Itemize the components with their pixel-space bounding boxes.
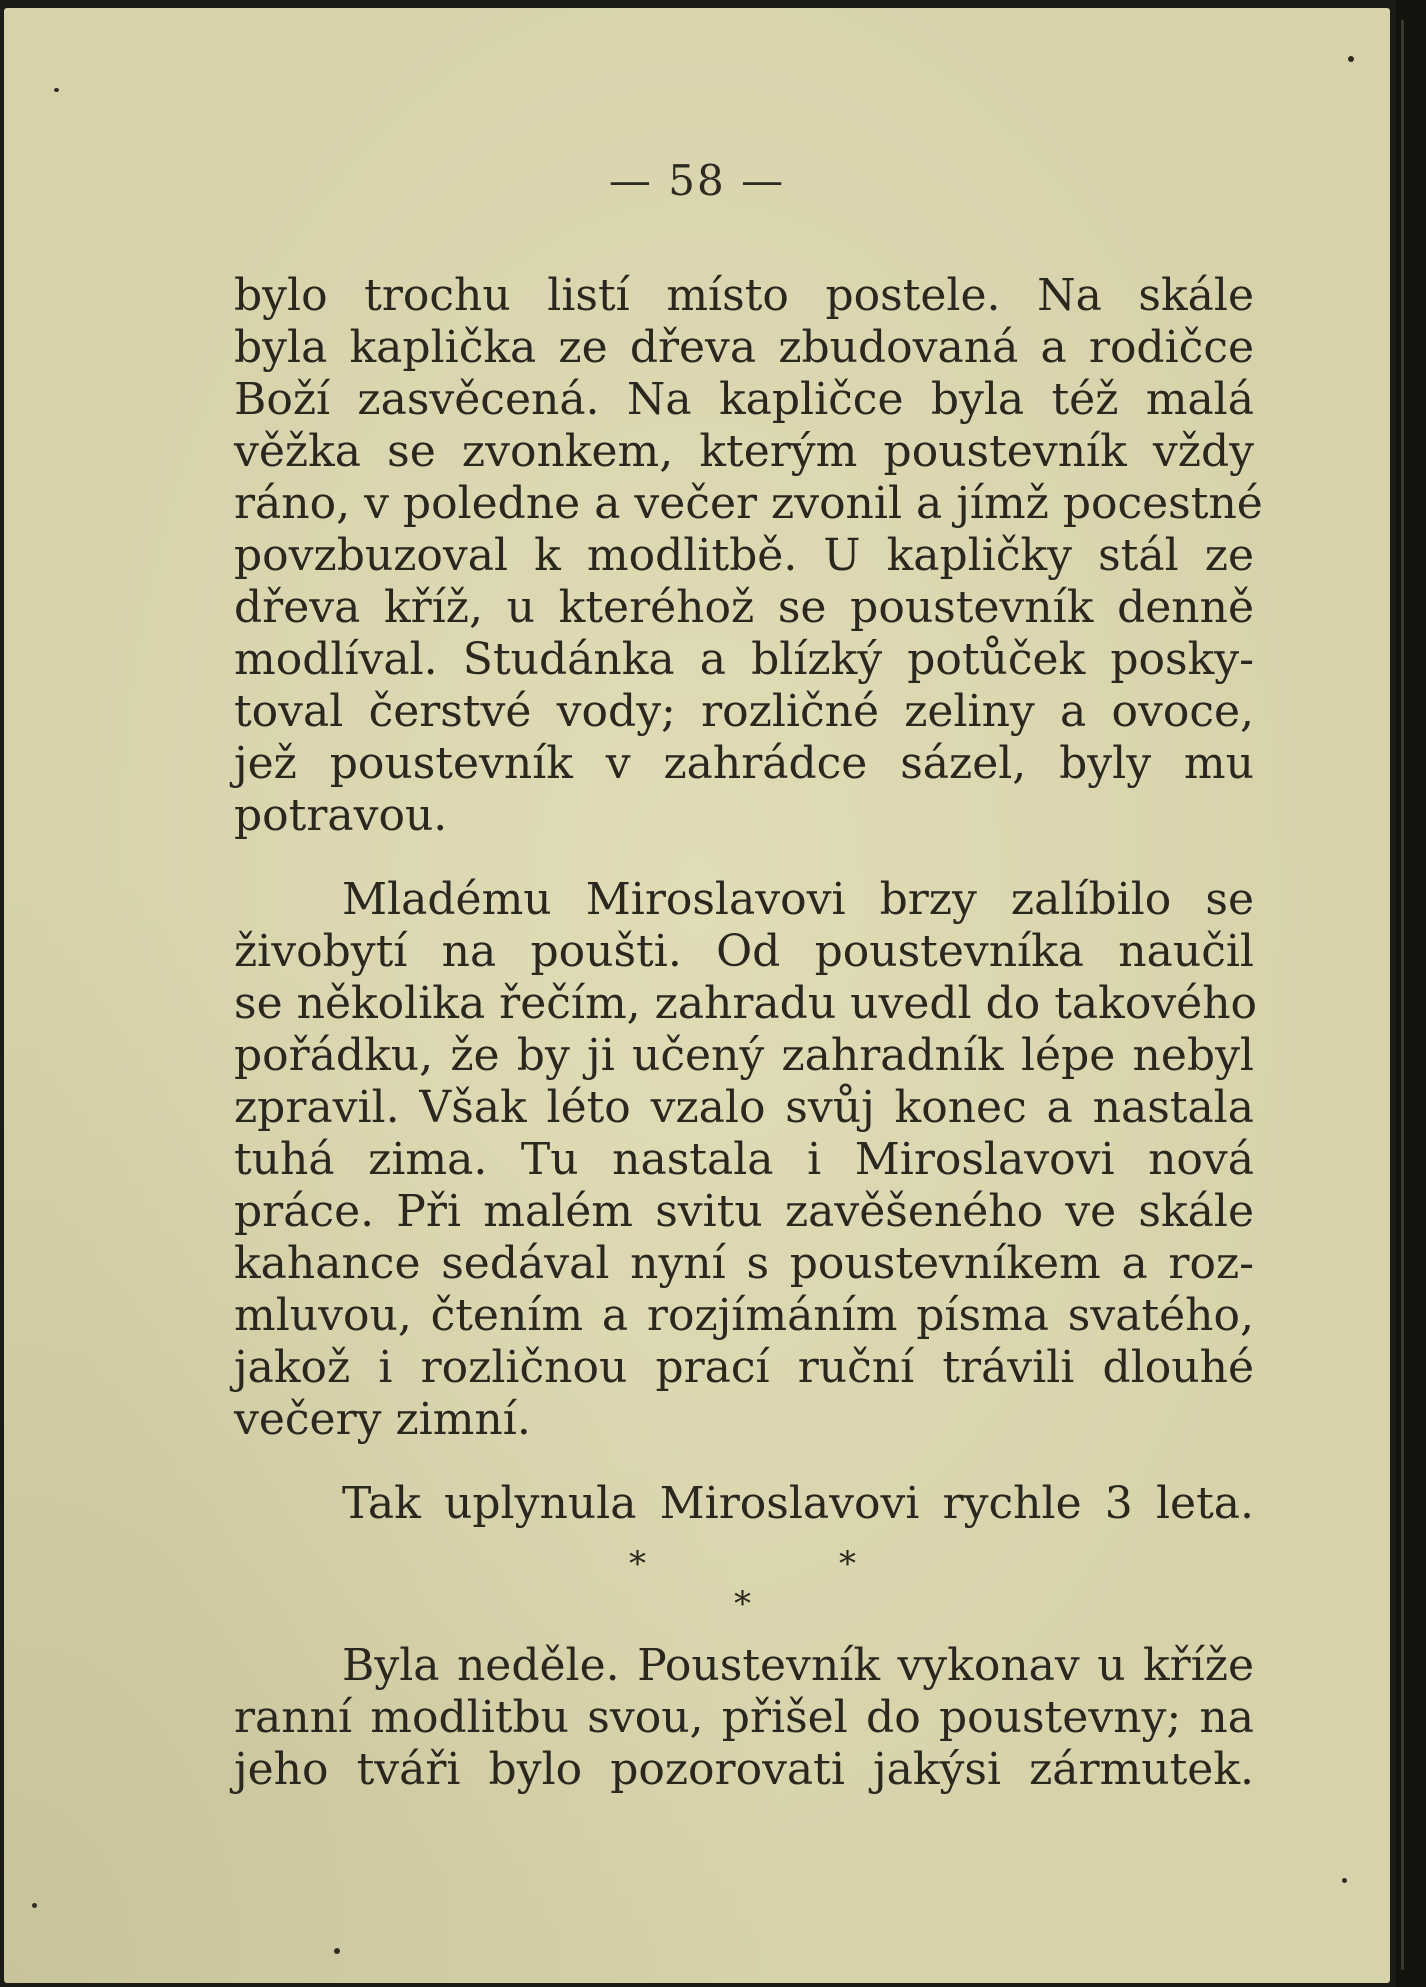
text-line: dřeva kříž, u kteréhož se poustevník denně xyxy=(234,582,1254,633)
paragraph-3 xyxy=(234,1478,1254,1530)
speck xyxy=(334,1948,340,1954)
text-line: kahance sedával nyní s poustevníkem a roz- xyxy=(234,1238,1254,1289)
text-line: tuhá zima. Tu nastala i Miroslavovi nová xyxy=(234,1134,1254,1185)
asterisk: * xyxy=(839,1544,856,1584)
text-line: jeho tváři bylo pozorovati jakýsi zármutek. xyxy=(234,1744,1254,1795)
text-line: jež poustevník v zahrádce sázel, byly mu xyxy=(234,738,1254,789)
text-line: jakož i rozličnou prací ruční trávili dlouhé xyxy=(234,1342,1254,1393)
text-line: toval čerstvé vody; rozličné zeliny a ovoce, xyxy=(234,686,1254,737)
text-line: bylo trochu listí místo postele. Na skále xyxy=(234,270,1254,321)
spine-edge xyxy=(1401,20,1404,1970)
speck xyxy=(1342,1878,1347,1883)
text-line: modlíval. Studánka a blízký potůček posky- xyxy=(234,634,1254,685)
text-line: ráno, v poledne a večer zvonil a jímž pocestné xyxy=(234,478,1263,529)
asterisk: * xyxy=(629,1544,646,1584)
paragraph-2 xyxy=(234,874,1258,1446)
speck xyxy=(32,1903,37,1908)
text-line: ranní modlitbu svou, přišel do poustevny; na xyxy=(234,1692,1254,1743)
text-line: Boží zasvěcená. Na kapličce byla též malá xyxy=(234,374,1254,425)
text-line: Mladému Miroslavovi brzy zalíbilo se xyxy=(342,874,1254,925)
text-line: byla kaplička ze dřeva zbudovaná a rodičce xyxy=(234,322,1254,373)
text-line: pořádku, že by ji učený zahradník lépe nebyl xyxy=(234,1030,1254,1081)
text-line: práce. Při malém svitu zavěšeného ve skále xyxy=(234,1186,1254,1237)
text-line: věžka se zvonkem, kterým poustevník vždy xyxy=(234,426,1254,477)
speck xyxy=(1348,56,1354,62)
text-line: povzbuzoval k modlitbě. U kapličky stál ze xyxy=(234,530,1254,581)
speck xyxy=(54,88,59,92)
section-separator xyxy=(234,1530,1254,1640)
paragraph-1 xyxy=(234,270,1263,842)
page-number: — 58 — xyxy=(608,156,786,205)
text-line: mluvou, čtením a rozjímáním písma svatého, xyxy=(234,1290,1254,1341)
paragraph-4 xyxy=(234,1640,1254,1796)
text-line: potravou. xyxy=(234,790,448,841)
book-page xyxy=(4,8,1390,1983)
text-line: večery zimní. xyxy=(234,1394,531,1445)
text-line: živobytí na poušti. Od poustevníka naučil xyxy=(234,926,1254,977)
text-line: zpravil. Však léto vzalo svůj konec a nastala xyxy=(234,1082,1254,1133)
asterisk: * xyxy=(734,1584,751,1624)
text-line: Tak uplynula Miroslavovi rychle 3 leta. xyxy=(342,1478,1254,1529)
body-text xyxy=(234,270,1263,1796)
text-line: Byla neděle. Poustevník vykonav u kříže xyxy=(342,1640,1254,1691)
text-line: se několika řečím, zahradu uvedl do takového xyxy=(234,978,1258,1029)
